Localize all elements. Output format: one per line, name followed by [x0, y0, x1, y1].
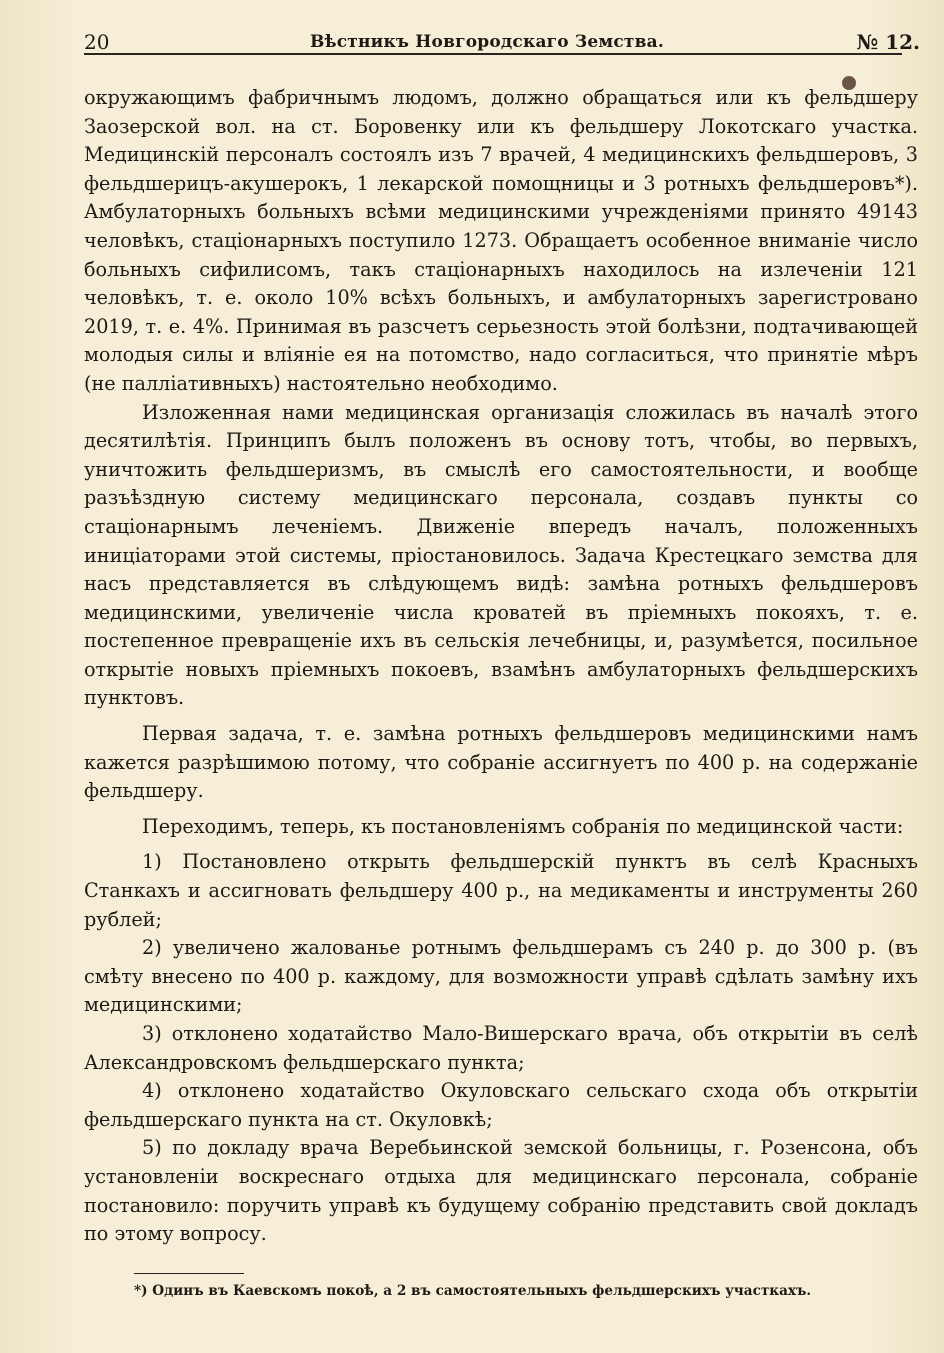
journal-title: Вѣстникъ Новгородскаго Земства.: [310, 32, 665, 52]
header-rule: [84, 53, 902, 55]
footnote-rule: [134, 1273, 244, 1274]
list-item-4: 4) отклонено ходатайство Окуловскаго сельскаго схода объ открытіи фельдшерскаго пункта на ст. Окуловкѣ;: [84, 1079, 918, 1131]
main-text: [84, 84, 918, 1249]
list-item-5: 5) по докладу врача Веребьинской земской больницы, г. Розенсона, объ установленіи воскреснаго отдыха для медицинскаго персонала, собраніе постановило: поручить управѣ къ будущему собранію представить свой докладъ по этому вопросу.: [84, 1136, 918, 1246]
paragraph-1: окружающимъ фабричнымъ людомъ, должно обращаться или къ фельдшеру Заозерской вол. на ст. Боровенку или къ фельдшеру Локотскаго участка. Медицинскій персоналъ состоялъ изъ 7 врачей, 4 медицинскихъ фельдшеровъ, 3 фельдшерицъ-акушерокъ, 1 лекарской помощницы и 3 ротныхъ фельдшеровъ*). Амбулаторныхъ больныхъ всѣми медицинскими учрежденіями принято 49143 человѣкъ, стаціонарныхъ поступило 1273. Обращаетъ особенное вниманіе число больныхъ сифилисомъ, такъ стаціонарныхъ находилось на излеченіи 121 человѣкъ, т. е. около 10% всѣхъ больныхъ, и амбулаторныхъ зарегистровано 2019, т. е. 4%. Принимая въ разсчетъ серьезность этой болѣзни, подтачивающей молодыя силы и вліяніе ея на потомство, надо согласиться, что принятіе мѣръ (не палліативныхъ) настоятельно необходимо.: [84, 86, 918, 395]
page-number: 20: [84, 30, 110, 54]
list-item-3: 3) отклонено ходатайство Мало-Вишерскаго врача, объ открытіи въ селѣ Александровскомъ фельдшерскаго пункта;: [84, 1022, 918, 1074]
paragraph-2: Изложенная нами медицинская организація сложилась въ началѣ этого десятилѣтія. Принципъ былъ положенъ въ основу тотъ, чтобы, во первыхъ, уничтожить фельдшеризмъ, въ смыслѣ его самостоятельности, и вообще разъѣздную систему медицинскаго персонала, создавъ пункты со стаціонарнымъ леченіемъ. Движеніе впередъ началъ, положенныхъ иниціаторами этой системы, пріостановилось. Задача Крестецкаго земства для насъ представляется въ слѣдующемъ видѣ: замѣна ротныхъ фельдшеровъ медицинскими, увеличеніе числа кроватей въ пріемныхъ покояхъ, т. е. постепенное превращеніе ихъ въ сельскія лечебницы, и, разумѣется, посильное открытіе новыхъ пріемныхъ покоевъ, взамѣнъ амбулаторныхъ фельдшерскихъ пунктовъ.: [84, 400, 918, 710]
footnote: *) Одинъ въ Каевскомъ покоѣ, а 2 въ самостоятельныхъ фельдшерскихъ участкахъ.: [134, 1283, 812, 1299]
paragraph-4: Переходимъ, теперь, къ постановленіямъ собранія по медицинской части:: [142, 814, 904, 838]
list-item-2: 2) увеличено жалованье ротнымъ фельдшерамъ съ 240 р. до 300 р. (въ смѣту внесено по 400 р. каждому, для возможности управѣ сдѣлать замѣну ихъ медицинскими;: [84, 936, 918, 1017]
paragraph-3: Первая задача, т. е. замѣна ротныхъ фельдшеровъ медицинскими намъ кажется разрѣшимою потому, что собраніе ассигнуетъ по 400 р. на содержаніе фельдшеру.: [84, 722, 918, 803]
list-item-1: 1) Постановлено открыть фельдшерскій пунктъ въ селѣ Красныхъ Станкахъ и ассигновать фельдшеру 400 р., на медикаменты и инструменты 260 рублей;: [84, 850, 918, 931]
issue-number: № 12.: [856, 30, 920, 54]
